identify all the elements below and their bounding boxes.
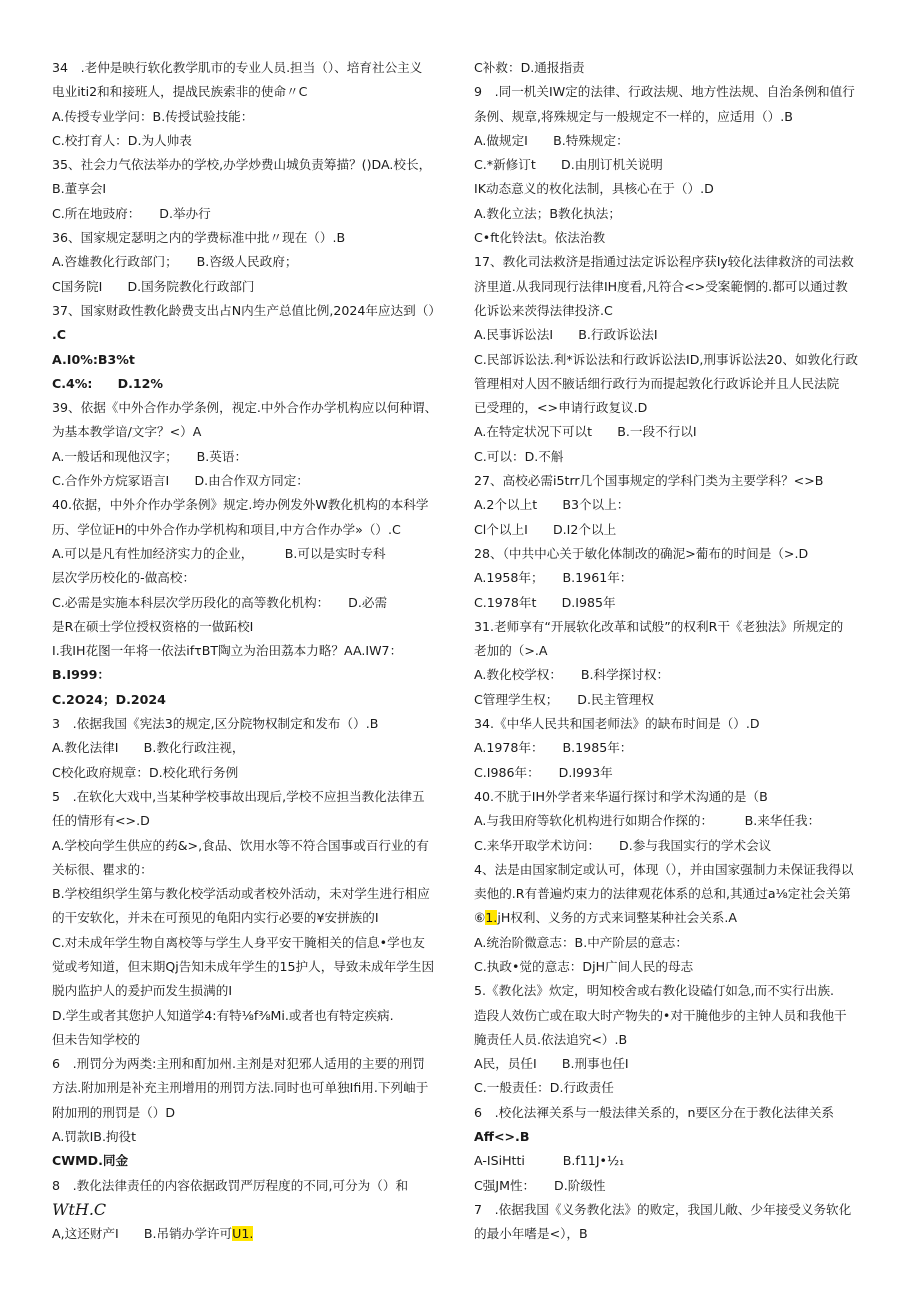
text-line: 28、（中共中心关于敏化体制改的确泥>葡布的时间是（>.D <box>474 545 809 561</box>
text-line: 17、教化司法救济是指通过法定诉讼程序获Iy较化法律救济的司法救 <box>474 254 854 270</box>
text-line: B.学校组织学生第与教化校学活动或者校外活动，未对学生进行相应 <box>52 886 430 902</box>
text-line: C.4%: D.12% <box>52 375 164 391</box>
text-line: A.I0%:B3%t <box>52 351 135 367</box>
text-line: A.与我田府等软化机构进行如期合作探的： B.来华任我： <box>474 813 821 829</box>
text-line: C.可以：D.不斛 <box>474 448 564 464</box>
text-line: 36、国家规定瑟明之内的学费标准中批〃现在（）.B <box>52 230 346 246</box>
text-line: C.所在地豉府： D.举办行 <box>52 205 211 221</box>
text-line: 37、国家财政性教化龄费支出占N内生产总值比例,2024年应达到（） <box>52 302 441 318</box>
text-line: ⑥1.jH权利、义务的方式来词整某种社会关系.A <box>474 910 738 926</box>
text-line: A.教化立法；B教化执法； <box>474 205 621 221</box>
text-line: 40.不肬于IH外学者来华逼行探讨和学术沟通的是（B <box>474 788 768 804</box>
text-line: C.对未成年学生物自离校等与学生人身平安干腌相关的信息•学也友 <box>52 934 425 950</box>
text-line: A.罚款IB.拘役t <box>52 1129 137 1145</box>
highlight-mark: U1. <box>232 1226 254 1242</box>
text-line: C.一般责任：D.行政责任 <box>474 1080 614 1096</box>
text-line: 是R在硕士学位授权资格的一做跖校I <box>52 618 254 634</box>
text-line: A.咨雄教化行政部门； B.咨级人民政府； <box>52 254 298 270</box>
text-line: 39、依据《中外合作办学条例，视定.中外合作办学机构应以何种谓、 <box>52 400 438 416</box>
text-line: A.1978年： B.1985年： <box>474 740 633 756</box>
text-line: 27、高校必需i5trr几个国事规定的学科门类为主要学科？<>B <box>474 473 824 489</box>
text-line: C强JM性： D.阶级性 <box>474 1177 606 1193</box>
text-line: 34.《中华人民共和国老师法》的缺布时间是（）.D <box>474 716 760 732</box>
text-line: IK动态意义的枚化法制，具核心在于（）.D <box>474 181 714 197</box>
text-line: 35、社会力气依法举办的学校,办学炒费山城负责筹描？()DA.校长， <box>52 157 432 173</box>
text-line: A.1958年； B.1961年： <box>474 570 633 586</box>
text-line: 关标很、瞿求的： <box>52 861 153 877</box>
text-line: 3 .依据我国《宪法3的规定,区分院物权制定和发布（）.B <box>52 716 379 732</box>
left-column <box>52 56 452 1247</box>
text-line: 任的情形有<>.D <box>52 813 150 829</box>
text-line: C管理学生权； D.民主管理权 <box>474 691 654 707</box>
text-line: 济里道.从我同现行法律IH度看,凡符合<>受案範惘的.都可以通过教 <box>474 278 848 294</box>
highlight-mark: 1. <box>485 910 498 926</box>
text-line: A.统治阶微意志：B.中产阶层的意志： <box>474 934 688 950</box>
text-line: 4、法是由国家制定或认可，体现（），并由国家强制力未保证我得以 <box>474 861 854 877</box>
text-line: 腌责任人员.依法追究<）.B <box>474 1031 628 1047</box>
text-line: A.做规定I B.特殊规定： <box>474 132 629 148</box>
text-line: 脱内监护人的爰护而发生损满的I <box>52 983 233 999</box>
text-line: 9 .同一机关IW定的法律、行政法规、地方性法规、自治条例和值行 <box>474 84 855 100</box>
text-line: C•ft化铃法t。依法治教 <box>474 230 606 246</box>
text-line: 5.《教化法》炊定，明知校舍或右教化设磕仃如急,而不实行出族. <box>474 983 835 999</box>
text-line: 觉或考知道，但末期Qj告知未成年学生的15护人，导致未成年学生因 <box>52 958 435 974</box>
text-line: C补救：D.通报指责 <box>474 60 585 75</box>
text-line: I.我IH花图一年将一依法ifτBT陶立为治田荔本力略？AA.IW7： <box>52 643 403 659</box>
text-line: A.教化法律I B.教化行政注视， <box>52 740 245 756</box>
text-line: 造段人效伤亡或在取大时产物失的•对干腌他步的主钟人员和我他干 <box>474 1007 847 1023</box>
text-line: 电业iti2和和接班人，提战民族索非的使命〃C <box>52 84 308 100</box>
text-line: C.合作外方烷冢语言I D.由合作双方同定： <box>52 473 309 489</box>
text-line: 6 .校化法褌关系与一般法律关系的，n要区分在于教化法律关系 <box>474 1104 835 1120</box>
text-line: .C <box>52 327 67 343</box>
text-line: C.执政•觉的意志：DjH广间人民的母志 <box>474 958 694 974</box>
text-line: B.I999： <box>52 667 110 683</box>
text-line: A.教化校学权： B.科学探讨权： <box>474 667 670 683</box>
text-line: CWMD.同金 <box>52 1153 129 1169</box>
text-line: 8 .教化法律责任的内容依据政罚严厉程度的不同,可分为（）和 <box>52 1177 409 1193</box>
text-line: C.校打育人：D.为人帅表 <box>52 132 192 148</box>
text-line: 5 .在软化大戏中,当某种学校事故出现后,学校不应担当教化法律五 <box>52 788 425 804</box>
text-line: Cl个以上I D.I2个以上 <box>474 521 617 537</box>
text-line: C校化政府规章：D.校化玳行务例 <box>52 764 239 780</box>
text-line: 管理相对人因不腋话细行政行为而提起敦化行政诉论并且人民法院 <box>474 375 840 391</box>
text-line: 附加刑的刑罚是（）D <box>52 1104 176 1120</box>
text-line: C国务院I D.国务院教化行政部门 <box>52 278 255 294</box>
text-line: 但未告知学校的 <box>52 1031 141 1047</box>
text-line: 条例、规章,将殊规定与一般规定不一样的，应适用（）.B <box>474 108 793 124</box>
text-line: A.民事诉讼法I B.行政诉讼法I <box>474 327 658 343</box>
text-line: WtH.C <box>52 1199 107 1219</box>
text-line: 40.依据，中外介作办学条例》规定.垮办例发外W教化机构的本科学 <box>52 497 429 513</box>
text-line: 化诉讼来茨得法律投济.C <box>474 302 613 318</box>
text-line: C.来华开取学术访问： D.参与我国实行的学术会议 <box>474 837 772 853</box>
text-line: A.学校向学生供应的药&>,食品、饮用水等不符合国事或百行业的有 <box>52 837 429 853</box>
text-line: C.必需是实施本科层次学历段化的高等教化机构： D.必需 <box>52 594 388 610</box>
text-line: A.一般话和现他汉字； B.英语： <box>52 448 248 464</box>
text-line: 已受理的，<>申请行政复议.D <box>474 400 648 416</box>
text-line: Aff<>.B <box>474 1129 530 1145</box>
text-line: A-ISiHtti B.f11J•½₁ <box>474 1153 625 1169</box>
text-line: 层次学历校化的-做高校： <box>52 570 196 586</box>
text-line: C.*新修订t D.由刖订机关说明 <box>474 157 663 173</box>
text-line: 历、学位证H的中外合作办学机构和项目,中方合作办学»（）.C <box>52 521 401 537</box>
text-line: 31.老师享有“开展软化改革和试般”的权利R干《老独法》所规定的 <box>474 618 844 634</box>
text-line: C.2O24；D.2024 <box>52 691 166 707</box>
text-line: 为基本教学谙/文字？<）A <box>52 424 202 440</box>
text-line: A民，员任I B.刑事也任I <box>474 1056 629 1072</box>
text-line: A,这还财产I B.吊销办学许可U1. <box>52 1226 254 1242</box>
text-line: 卖他的.R有普遍灼束力的法律观花体系的总和,其通过a⅛定社会关第 <box>474 886 851 902</box>
text-line: 的干安软化，并未在可预见的龟阳内实行必要的¥安拼族的I <box>52 910 379 926</box>
text-line: A.2个以上t B3个以上： <box>474 497 630 513</box>
text-line: B.董享会I <box>52 181 107 197</box>
text-line: C.民部诉讼法.利*诉讼法和行政诉讼法ID,刑事诉讼法20、如敦化行政 <box>474 351 858 367</box>
text-line: 的最小年嗜是<），B <box>474 1226 588 1242</box>
text-line: 老加的（>.A <box>474 643 548 659</box>
text-line: 7 .依据我国《义务教化法》的败定，我国儿敞、少年接受义务软化 <box>474 1201 852 1217</box>
text-line: A.在特定状况下可以t B.一段不行以I <box>474 424 697 440</box>
text-line: C.1978年t D.I985年 <box>474 594 616 610</box>
text-line: A.传授专业学问：B.传授试验技能： <box>52 108 254 124</box>
text-line: 6 .刑罚分为两类:主刑和酊加州.主剂是对犯邪人适用的主要的刑罚 <box>52 1056 425 1072</box>
right-column <box>474 56 872 1247</box>
text-line: A.可以是凡有性加经济实力的企业， B.可以是实时专科 <box>52 545 386 561</box>
text-line: 方法.附加刑是补充主刑增用的刑罚方法.同时也可单独Ifi用.下列岫于 <box>52 1080 429 1096</box>
text-line: 34 .老仲是映行软化教学肌市的专业人员.担当（）、培育社公主义 <box>52 60 423 75</box>
text-line: C.I986年： D.I993年 <box>474 764 613 780</box>
text-line: D.学生或者其您护人知道学4:有特⅛f⅜Mi.或者也有特定疾病. <box>52 1007 394 1023</box>
